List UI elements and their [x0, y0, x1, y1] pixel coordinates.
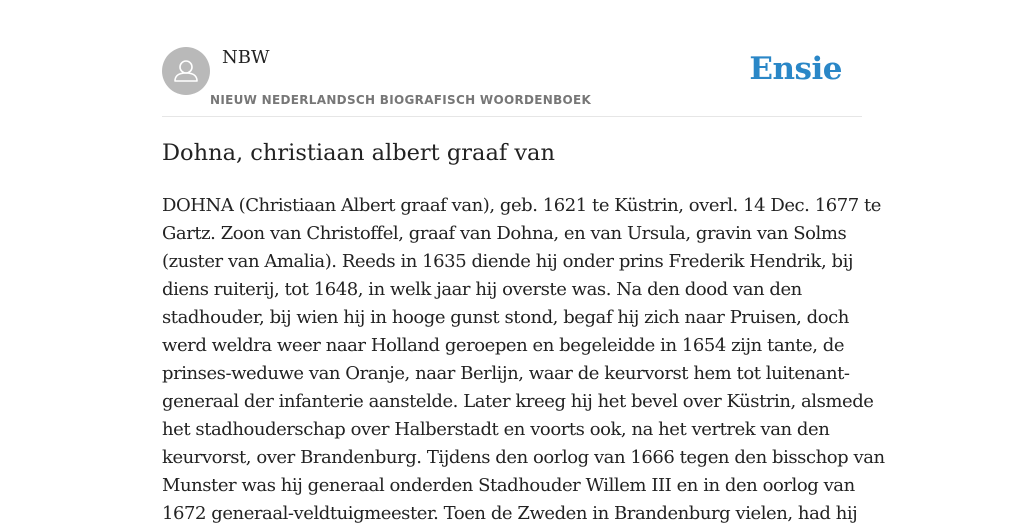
body-line: (zuster van Amalia). Reeds in 1635 diende hij onder prins Frederik Hendrik, bij [162, 251, 854, 272]
body-line: het stadhouderschap over Halberstadt en voorts ook, na het vertrek van den [162, 419, 830, 440]
body-line: generaal der infanterie aanstelde. Later kreeg hij het bevel over Küstrin, alsmede [162, 391, 874, 412]
brand-logo[interactable]: Ensie [749, 51, 842, 87]
body-line: Munster was hij generaal onderden Stadhouder Willem III en in den oorlog van [162, 475, 855, 496]
author-avatar[interactable] [162, 47, 210, 95]
body-line: stadhouder, bij wien hij in hooge gunst stond, begaf hij zich naar Pruisen, doch [162, 307, 849, 328]
body-line: prinses-weduwe van Oranje, naar Berlijn, waar de keurvorst hem tot luitenant- [162, 363, 850, 384]
body-line: keurvorst, over Brandenburg. Tijdens den oorlog van 1666 tegen den bisschop van [162, 447, 885, 468]
article-title: Dohna, christiaan albert graaf van [162, 140, 555, 166]
body-line: DOHNA (Christiaan Albert graaf van), geb. 1621 te Küstrin, overl. 14 Dec. 1677 te [162, 195, 881, 216]
body-line: werd weldra weer naar Holland geroepen en begeleidde in 1654 zijn tante, de [162, 335, 845, 356]
author-name[interactable]: NBW [222, 47, 270, 68]
body-line: diens ruiterij, tot 1648, in welk jaar hij overste was. Na den dood van den [162, 279, 802, 300]
body-line: 1672 generaal-veldtuigmeester. Toen de Zweden in Brandenburg vielen, had hij [162, 503, 858, 524]
body-line: Gartz. Zoon van Christoffel, graaf van Dohna, en van Ursula, gravin van Solms [162, 223, 847, 244]
source-title[interactable]: NIEUW NEDERLANDSCH BIOGRAFISCH WOORDENBOEK [210, 93, 592, 107]
user-icon [162, 47, 210, 95]
article-header [162, 46, 862, 117]
article-body [162, 192, 885, 528]
